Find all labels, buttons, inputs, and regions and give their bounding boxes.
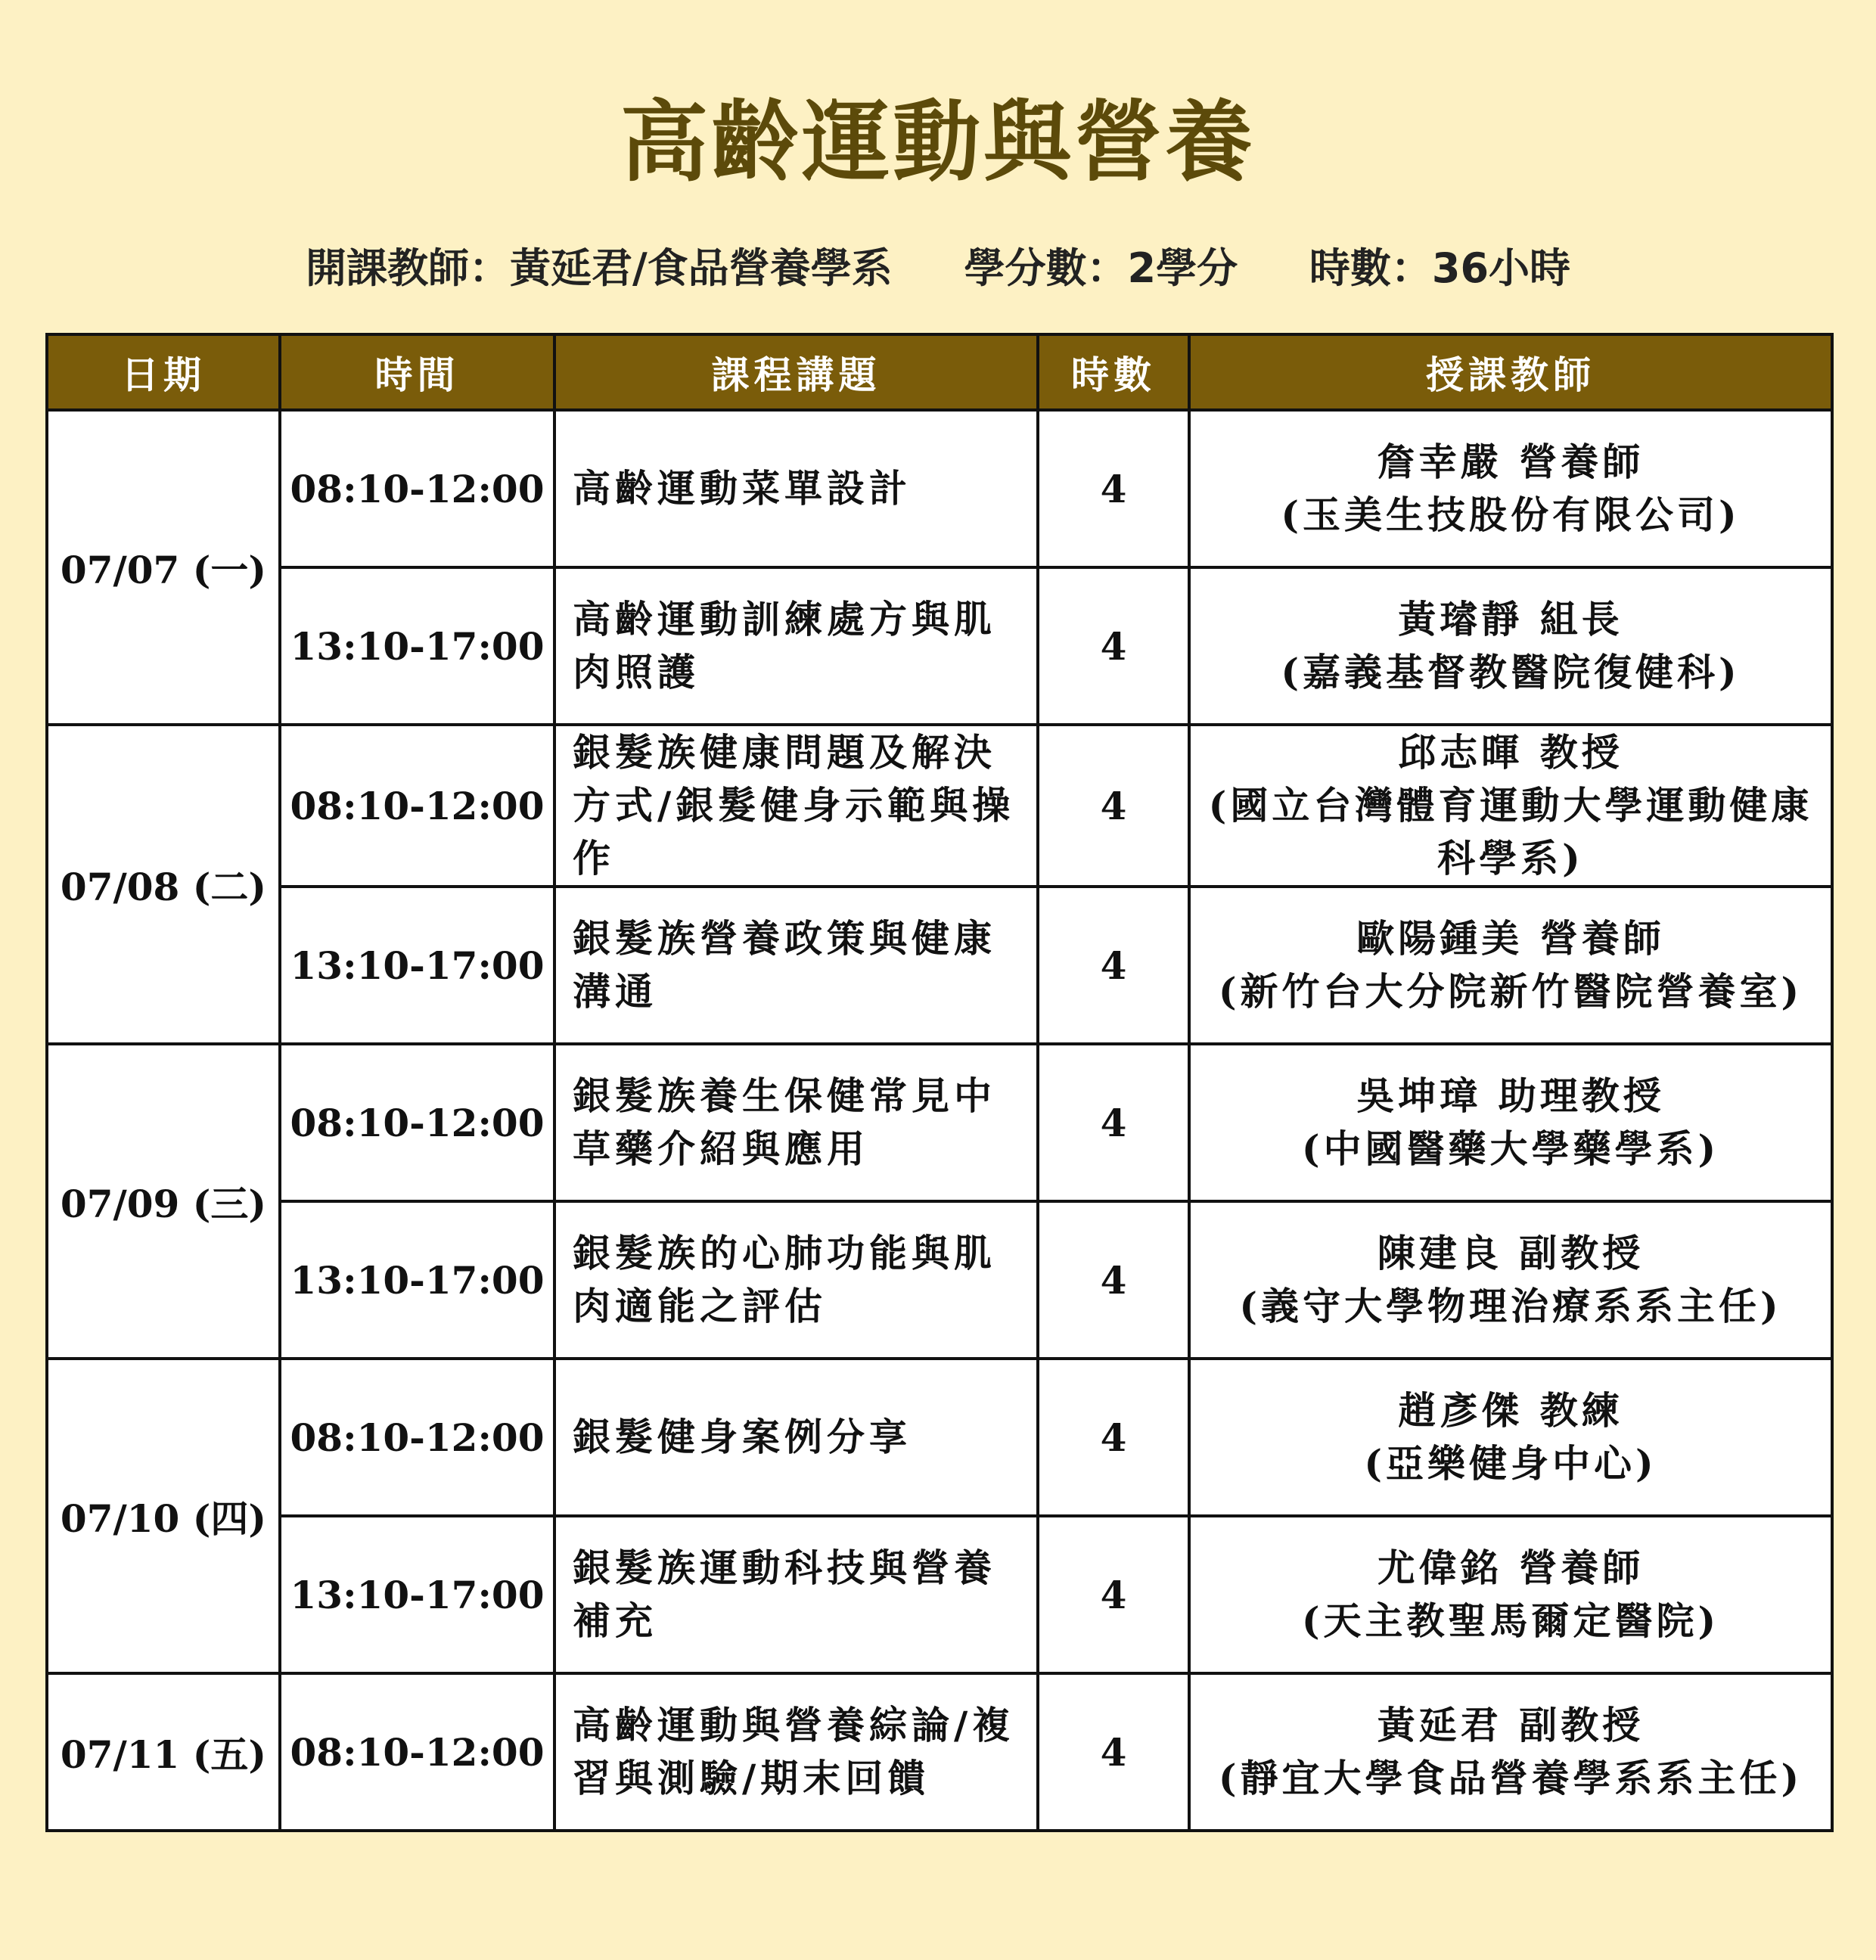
time-cell: 08:10-12:00 [280, 1044, 554, 1201]
time-cell: 13:10-17:00 [280, 567, 554, 725]
teacher-cell [1189, 567, 1832, 725]
hours-cell: 4 [1038, 1044, 1189, 1201]
teacher-cell [1189, 1359, 1832, 1516]
instructor-info: 開課教師：黃延君/食品營養學系 [305, 244, 893, 292]
time-cell: 13:10-17:00 [280, 1516, 554, 1673]
date-cell: 07/09 (三) [47, 1044, 280, 1359]
topic-cell: 銀髮健身案例分享 [554, 1359, 1038, 1516]
time-cell: 13:10-17:00 [280, 1201, 554, 1359]
header-hours: 時數 [1038, 334, 1189, 410]
teacher-name: 歐陽鍾美 營養師 [1356, 916, 1665, 961]
topic-cell: 銀髮族運動科技與營養補充 [554, 1516, 1038, 1673]
table-row [47, 1516, 1832, 1673]
teacher-name: 尤偉銘 營養師 [1377, 1545, 1645, 1590]
hours-cell: 4 [1038, 1359, 1189, 1516]
topic-cell: 銀髮族營養政策與健康溝通 [554, 887, 1038, 1044]
teacher-org: (義守大學物理治療系系主任) [1239, 1284, 1782, 1328]
header-row [47, 334, 1832, 410]
hours-info: 時數：36小時 [1309, 244, 1571, 292]
time-cell: 08:10-12:00 [280, 725, 554, 887]
hours-cell: 4 [1038, 1201, 1189, 1359]
teacher-org: (靜宜大學食品營養學系系主任) [1218, 1756, 1803, 1800]
topic-cell: 銀髮族健康問題及解決方式/銀髮健身示範與操作 [554, 725, 1038, 887]
teacher-org: (中國醫藥大學藥學系) [1301, 1126, 1720, 1171]
topic-cell: 高齡運動與營養綜論/複習與測驗/期末回饋 [554, 1673, 1038, 1831]
teacher-name: 邱志暉 教授 [1398, 730, 1623, 775]
teacher-name: 黃璿靜 組長 [1398, 597, 1623, 641]
header-teacher: 授課教師 [1189, 334, 1832, 410]
time-cell: 08:10-12:00 [280, 410, 554, 567]
table-row [47, 1673, 1832, 1831]
table-row [47, 410, 1832, 567]
teacher-cell [1189, 1673, 1832, 1831]
teacher-cell [1189, 1516, 1832, 1673]
topic-cell: 銀髮族的心肺功能與肌肉適能之評估 [554, 1201, 1038, 1359]
topic-cell: 高齡運動訓練處方與肌肉照護 [554, 567, 1038, 725]
hours-cell: 4 [1038, 887, 1189, 1044]
header-date: 日期 [47, 334, 280, 410]
table-row [47, 567, 1832, 725]
teacher-cell [1189, 410, 1832, 567]
teacher-org: (天主教聖馬爾定醫院) [1301, 1598, 1720, 1643]
course-info [0, 236, 1876, 294]
teacher-cell [1189, 1201, 1832, 1359]
time-cell: 08:10-12:00 [280, 1359, 554, 1516]
credits-info: 學分數：2學分 [964, 244, 1238, 292]
schedule-table [45, 333, 1834, 1832]
table-row [47, 887, 1832, 1044]
hours-cell: 4 [1038, 725, 1189, 887]
hours-cell: 4 [1038, 567, 1189, 725]
teacher-name: 陳建良 副教授 [1377, 1231, 1645, 1275]
teacher-cell [1189, 887, 1832, 1044]
header-topic: 課程講題 [554, 334, 1038, 410]
date-cell: 07/08 (二) [47, 725, 280, 1044]
hours-cell: 4 [1038, 1673, 1189, 1831]
time-cell: 08:10-12:00 [280, 1673, 554, 1831]
teacher-name: 詹幸嚴 營養師 [1377, 440, 1645, 484]
teacher-org: (玉美生技股份有限公司) [1281, 492, 1741, 537]
page-title: 高齡運動與營養 [620, 92, 1256, 194]
teacher-org: (新竹台大分院新竹醫院營養室) [1218, 969, 1803, 1014]
teacher-name: 吳坤璋 助理教授 [1356, 1073, 1665, 1118]
table-row [47, 725, 1832, 887]
date-cell: 07/07 (一) [47, 410, 280, 725]
table-row [47, 1201, 1832, 1359]
date-cell: 07/10 (四) [47, 1359, 280, 1673]
table-row [47, 1044, 1832, 1201]
teacher-org: (嘉義基督教醫院復健科) [1281, 650, 1741, 694]
teacher-name: 黃延君 副教授 [1377, 1703, 1645, 1747]
topic-cell: 銀髮族養生保健常見中草藥介紹與應用 [554, 1044, 1038, 1201]
table-row [47, 1359, 1832, 1516]
teacher-org: (亞樂健身中心) [1364, 1441, 1657, 1486]
time-cell: 13:10-17:00 [280, 887, 554, 1044]
topic-cell: 高齡運動菜單設計 [554, 410, 1038, 567]
hours-cell: 4 [1038, 1516, 1189, 1673]
date-cell: 07/11 (五) [47, 1673, 280, 1831]
teacher-cell [1189, 1044, 1832, 1201]
hours-cell: 4 [1038, 410, 1189, 567]
header-time: 時間 [280, 334, 554, 410]
teacher-cell [1189, 725, 1832, 887]
teacher-name: 趙彥傑 教練 [1398, 1388, 1623, 1433]
teacher-org: (國立台灣體育運動大學運動健康科學系) [1208, 783, 1813, 881]
